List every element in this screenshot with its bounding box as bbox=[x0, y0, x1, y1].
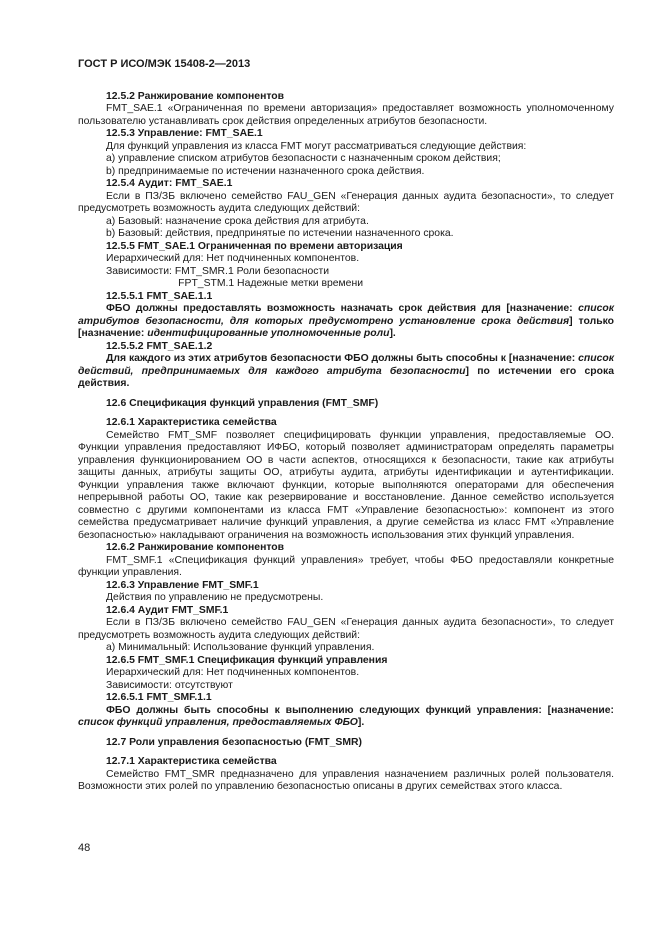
section-heading-12-7: 12.7 Роли управления безопасностью (FMT_SMR) bbox=[106, 736, 362, 748]
paragraph-12-6-3: Действия по управлению не предусмотрены. bbox=[106, 592, 324, 603]
req-assignment: список функций управления, предоставляемых ФБО bbox=[78, 717, 358, 728]
req-text: ФБО должны быть способны к выполнению следующих функций управления: [назначение: bbox=[106, 704, 614, 716]
paragraph-12-5-2: FMT_SAE.1 «Ограниченная по времени авторизация» предоставляет возможность уполномоченному пользователю устанавливать срок действия определенных атрибутов безопасности. bbox=[78, 103, 614, 127]
paragraph-12-7-1: Семейство FMT_SMR предназначено для управления назначением различных ролей пользователя. Возможности этих ролей по управлению безопасностью описаны в других семействах этого класса. bbox=[78, 768, 614, 792]
req-text: ]. bbox=[357, 717, 365, 728]
req-text: ]. bbox=[389, 328, 396, 339]
requirement-12-5-5-1 bbox=[78, 303, 614, 341]
heading-12-5-2: 12.5.2 Ранжирование компонентов bbox=[106, 90, 285, 102]
heading-12-5-4: 12.5.4 Аудит: FMT_SAE.1 bbox=[106, 178, 233, 189]
heading-12-6-4: 12.6.4 Аудит FMT_SMF.1 bbox=[106, 604, 229, 616]
dependency-12-5-5-1: Зависимости: FMT_SMR.1 Роли безопасности bbox=[106, 265, 330, 277]
requirement-12-5-5-2 bbox=[78, 353, 614, 391]
hierarchy-12-5-5: Иерархический для: Нет подчиненных компонентов. bbox=[106, 253, 360, 264]
paragraph-12-6-2: FMT_SMF.1 «Спецификация функций управления» требует, чтобы ФБО предоставляли конкретные функции управления. bbox=[78, 554, 614, 578]
req-assignment: список действий, предпринимаемых для каждого атрибута безопасности bbox=[78, 353, 614, 377]
page-number: 48 bbox=[78, 842, 91, 854]
paragraph-12-6-4: Если в ПЗ/ЗБ включено семейство FAU_GEN «Генерация данных аудита безопасности», то следует предусмотреть возможность аудита следующих действий: bbox=[78, 617, 614, 641]
list-item-12-5-3-a: a) управление списком атрибутов безопасности с назначенным сроком действия; bbox=[106, 153, 501, 164]
dependency-12-6-5: Зависимости: отсутствуют bbox=[106, 679, 233, 691]
list-item-12-5-3-b: b) предпринимаемые по истечении назначенного срока действия. bbox=[106, 165, 425, 177]
document-page bbox=[78, 58, 614, 794]
heading-12-7-1: 12.7.1 Характеристика семейства bbox=[106, 756, 277, 767]
requirement-12-6-5-1 bbox=[78, 705, 614, 730]
hierarchy-12-6-5: Иерархический для: Нет подчиненных компонентов. bbox=[106, 667, 360, 678]
heading-12-6-1: 12.6.1 Характеристика семейства bbox=[106, 417, 277, 428]
req-text: ] по истечении его срока действия. bbox=[78, 365, 614, 389]
list-item-12-5-4-a: a) Базовый: назначение срока действия для атрибута. bbox=[106, 215, 369, 227]
paragraph-12-6-1: Семейство FMT_SMF позволяет специфицировать функции управления, предоставляемые ОО. Функции управления предоставляют ИФБО, который позволяет администраторам определять параметры управления функционированием ОО в части аспектов, относящихся к безопасности, такие как атрибуты защиты данных, атрибуты защиты ОО, атрибуты аудита, атрибуты идентификации и аутентификации. Функции управления также включают функции, которые выполняются операторами для обеспечения непрерывной работы ОО, такие как резервирование и восстановление. Данное семейство используется совместно с другими компонентами из класса FMT «Управление безопасностью»: компонент из этого семейства предусматривает наличие функций управления, а другие семейства из класс FMT «Управление безопасностью» накладывают ограничения на возможность использования этих функций управления. bbox=[78, 429, 614, 541]
list-item-12-6-4-a: a) Минимальный: Использование функций управления. bbox=[106, 642, 375, 653]
req-assignment: список атрибутов безопасности, для которых предусмотрено установление срока действия bbox=[78, 303, 614, 327]
list-item-12-5-4-b: b) Базовый: действия, предпринятые по истечении назначенного срока. bbox=[106, 228, 454, 239]
document-header: ГОСТ Р ИСО/МЭК 15408-2—2013 bbox=[78, 58, 251, 70]
heading-12-6-5: 12.6.5 FMT_SMF.1 Спецификация функций управления bbox=[106, 654, 388, 666]
req-text: Для каждого из этих атрибутов безопасности ФБО должны быть способны к [назначение: bbox=[106, 353, 579, 364]
heading-12-5-5: 12.5.5 FMT_SAE.1 Ограниченная по времени авторизация bbox=[106, 240, 403, 252]
req-text: ФБО должны предоставлять возможность назначать срок действия для [назначение: bbox=[106, 303, 579, 314]
heading-12-5-3: 12.5.3 Управление: FMT_SAE.1 bbox=[106, 128, 263, 139]
dependency-12-5-5-2: FPT_STM.1 Надежные метки времени bbox=[106, 278, 364, 289]
req-assignment: идентифицированные уполномоченные роли bbox=[147, 328, 390, 339]
heading-12-6-2: 12.6.2 Ранжирование компонентов bbox=[106, 542, 285, 553]
heading-12-6-3: 12.6.3 Управление FMT_SMF.1 bbox=[106, 579, 259, 591]
paragraph-12-5-3: Для функций управления из класса FMT могут рассматриваться следующие действия: bbox=[106, 140, 527, 152]
heading-12-6-5-1: 12.6.5.1 FMT_SMF.1.1 bbox=[106, 692, 212, 703]
paragraph-12-5-4: Если в ПЗ/ЗБ включено семейство FAU_GEN «Генерация данных аудита безопасности», то следует предусмотреть возможность аудита следующих действий: bbox=[78, 190, 614, 214]
req-text: ] только [назначение: bbox=[78, 315, 614, 339]
heading-12-5-5-1: 12.5.5.1 FMT_SAE.1.1 bbox=[106, 290, 213, 302]
section-heading-12-6: 12.6 Спецификация функций управления (FMT_SMF) bbox=[106, 397, 379, 409]
heading-12-5-5-2: 12.5.5.2 FMT_SAE.1.2 bbox=[106, 340, 213, 352]
